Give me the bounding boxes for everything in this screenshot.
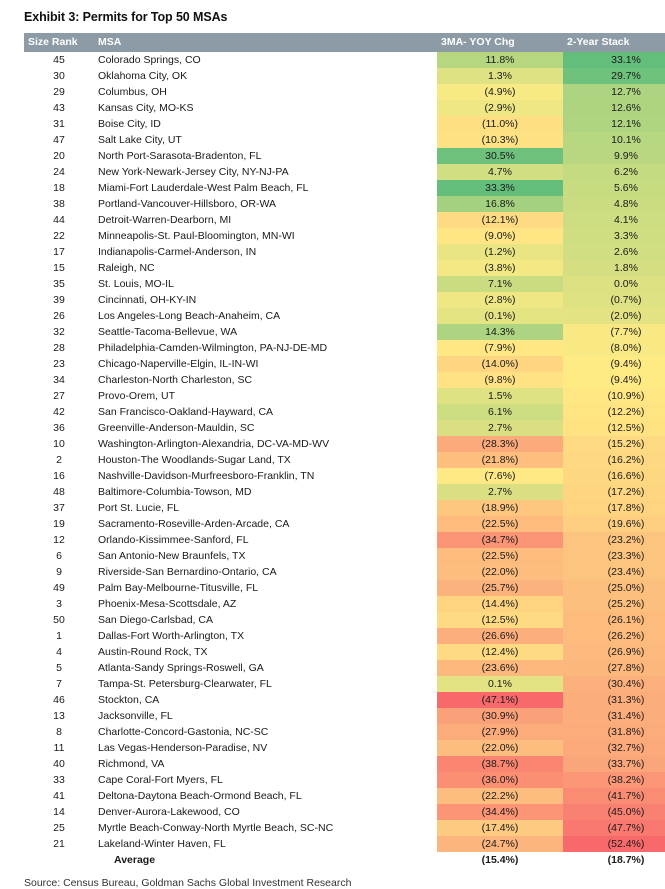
cell-size-rank: 45: [53, 53, 65, 66]
cell-size-rank: 13: [53, 709, 65, 722]
cell-msa-name: Nashville-Davidson-Murfreesboro-Franklin, TN: [98, 469, 315, 482]
cell-2yr-stack: (31.4%): [563, 708, 665, 724]
cell-msa-name: Los Angeles-Long Beach-Anaheim, CA: [98, 309, 281, 322]
table-row: [24, 148, 665, 164]
table-row: [24, 820, 665, 836]
cell-msa-name: Chicago-Naperville-Elgin, IL-IN-WI: [98, 357, 259, 370]
cell-size-rank: 24: [53, 165, 65, 178]
cell-msa-name: Portland-Vancouver-Hillsboro, OR-WA: [98, 197, 276, 210]
column-header-msa: MSA: [94, 33, 437, 52]
cell-2yr-stack: 4.8%: [563, 196, 665, 212]
cell-3ma-yoy: 1.3%: [437, 68, 563, 84]
cell-msa-name: Kansas City, MO-KS: [98, 101, 194, 114]
column-header-size-rank: Size Rank: [24, 33, 94, 52]
cell-3ma-yoy: 14.3%: [437, 324, 563, 340]
cell-2yr-stack: (12.2%): [563, 404, 665, 420]
cell-size-rank: 7: [56, 677, 62, 690]
table-body: [24, 52, 665, 868]
cell-3ma-yoy: (12.5%): [437, 612, 563, 628]
cell-2yr-stack: (8.0%): [563, 340, 665, 356]
cell-size-rank: 48: [53, 485, 65, 498]
cell-size-rank: 8: [56, 725, 62, 738]
cell-3ma-yoy: (2.8%): [437, 292, 563, 308]
cell-size-rank: 29: [53, 85, 65, 98]
table-header-row: [24, 33, 665, 52]
cell-3ma-yoy: (22.5%): [437, 516, 563, 532]
table-row: [24, 228, 665, 244]
cell-2yr-stack: (45.0%): [563, 804, 665, 820]
cell-3ma-yoy: (7.6%): [437, 468, 563, 484]
cell-msa-name: Greenville-Anderson-Mauldin, SC: [98, 421, 255, 434]
table-row: [24, 756, 665, 772]
cell-2yr-stack: (2.0%): [563, 308, 665, 324]
cell-average-3ma-yoy: (15.4%): [437, 852, 563, 868]
table-row: [24, 644, 665, 660]
cell-2yr-stack: (52.4%): [563, 836, 665, 852]
cell-2yr-stack: (26.9%): [563, 644, 665, 660]
cell-size-rank: 2: [56, 453, 62, 466]
table-row: [24, 68, 665, 84]
cell-size-rank: 17: [53, 245, 65, 258]
cell-3ma-yoy: (47.1%): [437, 692, 563, 708]
cell-msa-name: Philadelphia-Camden-Wilmington, PA-NJ-DE-MD: [98, 341, 328, 354]
cell-3ma-yoy: (7.9%): [437, 340, 563, 356]
cell-2yr-stack: 12.6%: [563, 100, 665, 116]
cell-size-rank: 16: [53, 469, 65, 482]
cell-msa-name: San Francisco-Oakland-Hayward, CA: [98, 405, 274, 418]
cell-size-rank: 32: [53, 325, 65, 338]
cell-2yr-stack: 4.1%: [563, 212, 665, 228]
cell-3ma-yoy: (22.5%): [437, 548, 563, 564]
cell-2yr-stack: 6.2%: [563, 164, 665, 180]
cell-size-rank: 9: [56, 565, 62, 578]
table-row: [24, 100, 665, 116]
cell-3ma-yoy: (25.7%): [437, 580, 563, 596]
cell-3ma-yoy: (23.6%): [437, 660, 563, 676]
cell-size-rank: 31: [53, 117, 65, 130]
table-row: [24, 308, 665, 324]
cell-size-rank: 38: [53, 197, 65, 210]
cell-msa-name: Detroit-Warren-Dearborn, MI: [98, 213, 232, 226]
table-row: [24, 596, 665, 612]
cell-msa-name: Myrtle Beach-Conway-North Myrtle Beach, SC-NC: [98, 821, 334, 834]
cell-msa-name: Tampa-St. Petersburg-Clearwater, FL: [98, 677, 272, 690]
cell-msa-name: Miami-Fort Lauderdale-West Palm Beach, FL: [98, 181, 309, 194]
cell-2yr-stack: 10.1%: [563, 132, 665, 148]
cell-3ma-yoy: (12.1%): [437, 212, 563, 228]
cell-3ma-yoy: 4.7%: [437, 164, 563, 180]
cell-size-rank: 33: [53, 773, 65, 786]
cell-2yr-stack: (25.0%): [563, 580, 665, 596]
table-row: [24, 532, 665, 548]
cell-msa-name: Port St. Lucie, FL: [98, 501, 180, 514]
cell-msa-name: Houston-The Woodlands-Sugar Land, TX: [98, 453, 291, 466]
cell-3ma-yoy: (11.0%): [437, 116, 563, 132]
cell-3ma-yoy: (36.0%): [437, 772, 563, 788]
cell-3ma-yoy: 7.1%: [437, 276, 563, 292]
cell-3ma-yoy: (2.9%): [437, 100, 563, 116]
cell-msa-name: Columbus, OH: [98, 85, 167, 98]
cell-size-rank: 10: [53, 437, 65, 450]
cell-3ma-yoy: 0.1%: [437, 676, 563, 692]
cell-2yr-stack: 12.7%: [563, 84, 665, 100]
cell-msa-name: Charleston-North Charleston, SC: [98, 373, 253, 386]
cell-2yr-stack: (30.4%): [563, 676, 665, 692]
table-row: [24, 788, 665, 804]
table-row: [24, 372, 665, 388]
cell-msa-name: Denver-Aurora-Lakewood, CO: [98, 805, 240, 818]
cell-size-rank: 11: [53, 741, 65, 754]
cell-2yr-stack: 3.3%: [563, 228, 665, 244]
cell-3ma-yoy: (24.7%): [437, 836, 563, 852]
cell-size-rank: 49: [53, 581, 65, 594]
cell-3ma-yoy: (38.7%): [437, 756, 563, 772]
cell-2yr-stack: (38.2%): [563, 772, 665, 788]
cell-average-rank: [24, 852, 94, 868]
cell-3ma-yoy: 16.8%: [437, 196, 563, 212]
table-row: [24, 692, 665, 708]
cell-3ma-yoy: (22.0%): [437, 564, 563, 580]
table-row: [24, 388, 665, 404]
cell-msa-name: Richmond, VA: [98, 757, 165, 770]
cell-2yr-stack: 12.1%: [563, 116, 665, 132]
table-row: [24, 244, 665, 260]
cell-size-rank: 18: [53, 181, 65, 194]
table-row: [24, 84, 665, 100]
cell-3ma-yoy: (12.4%): [437, 644, 563, 660]
cell-size-rank: 43: [53, 101, 65, 114]
cell-size-rank: 47: [53, 133, 65, 146]
cell-msa-name: San Diego-Carlsbad, CA: [98, 613, 213, 626]
table-row: [24, 324, 665, 340]
cell-3ma-yoy: (34.7%): [437, 532, 563, 548]
cell-msa-name: Salt Lake City, UT: [98, 133, 182, 146]
cell-msa-name: Orlando-Kissimmee-Sanford, FL: [98, 533, 249, 546]
cell-2yr-stack: (27.8%): [563, 660, 665, 676]
cell-size-rank: 22: [53, 229, 65, 242]
cell-msa-name: Cape Coral-Fort Myers, FL: [98, 773, 223, 786]
cell-2yr-stack: (31.3%): [563, 692, 665, 708]
cell-msa-name: Sacramento-Roseville-Arden-Arcade, CA: [98, 517, 290, 530]
cell-size-rank: 6: [56, 549, 62, 562]
cell-msa-name: Seattle-Tacoma-Bellevue, WA: [98, 325, 238, 338]
permits-table: [24, 33, 665, 868]
cell-2yr-stack: (15.2%): [563, 436, 665, 452]
table-row: [24, 676, 665, 692]
table-row: [24, 484, 665, 500]
cell-msa-name: Minneapolis-St. Paul-Bloomington, MN-WI: [98, 229, 295, 242]
page-title: Exhibit 3: Permits for Top 50 MSAs: [24, 10, 228, 24]
cell-msa-name: Oklahoma City, OK: [98, 69, 188, 82]
cell-msa-name: Boise City, ID: [98, 117, 161, 130]
cell-size-rank: 19: [53, 517, 65, 530]
cell-3ma-yoy: 2.7%: [437, 484, 563, 500]
cell-size-rank: 50: [53, 613, 65, 626]
cell-size-rank: 21: [53, 837, 65, 850]
cell-msa-name: New York-Newark-Jersey City, NY-NJ-PA: [98, 165, 289, 178]
table-row: [24, 516, 665, 532]
cell-msa-name: Charlotte-Concord-Gastonia, NC-SC: [98, 725, 269, 738]
table-row: [24, 580, 665, 596]
table-row: [24, 804, 665, 820]
cell-size-rank: 39: [53, 293, 65, 306]
table-row: [24, 260, 665, 276]
cell-2yr-stack: (26.1%): [563, 612, 665, 628]
cell-2yr-stack: (17.8%): [563, 500, 665, 516]
cell-msa-name: Baltimore-Columbia-Towson, MD: [98, 485, 252, 498]
cell-size-rank: 28: [53, 341, 65, 354]
column-header-3ma-yoy: 3MA- YOY Chg: [437, 33, 563, 52]
table-row: [24, 292, 665, 308]
cell-msa-name: Colorado Springs, CO: [98, 53, 201, 66]
table-row: [24, 356, 665, 372]
cell-2yr-stack: (12.5%): [563, 420, 665, 436]
column-header-2yr-stack: 2-Year Stack: [563, 33, 665, 52]
cell-3ma-yoy: (18.9%): [437, 500, 563, 516]
table-row: [24, 276, 665, 292]
table-row: [24, 404, 665, 420]
cell-msa-name: Washington-Arlington-Alexandria, DC-VA-MD-WV: [98, 437, 330, 450]
table-row: [24, 612, 665, 628]
cell-2yr-stack: 9.9%: [563, 148, 665, 164]
table-row: [24, 660, 665, 676]
cell-2yr-stack: 5.6%: [563, 180, 665, 196]
table-row: [24, 436, 665, 452]
cell-3ma-yoy: 1.5%: [437, 388, 563, 404]
table-row: [24, 164, 665, 180]
table-row: [24, 116, 665, 132]
cell-msa-name: Riverside-San Bernardino-Ontario, CA: [98, 565, 277, 578]
cell-msa-name: Indianapolis-Carmel-Anderson, IN: [98, 245, 257, 258]
cell-msa-name: Atlanta-Sandy Springs-Roswell, GA: [98, 661, 264, 674]
cell-3ma-yoy: (17.4%): [437, 820, 563, 836]
table-row: [24, 452, 665, 468]
cell-2yr-stack: (19.6%): [563, 516, 665, 532]
cell-size-rank: 46: [53, 693, 65, 706]
cell-3ma-yoy: (22.2%): [437, 788, 563, 804]
cell-2yr-stack: (32.7%): [563, 740, 665, 756]
table-row: [24, 564, 665, 580]
cell-msa-name: Cincinnati, OH-KY-IN: [98, 293, 197, 306]
table-row: [24, 132, 665, 148]
cell-2yr-stack: (10.9%): [563, 388, 665, 404]
cell-2yr-stack: (7.7%): [563, 324, 665, 340]
cell-msa-name: Las Vegas-Henderson-Paradise, NV: [98, 741, 268, 754]
cell-3ma-yoy: 33.3%: [437, 180, 563, 196]
cell-3ma-yoy: (0.1%): [437, 308, 563, 324]
cell-size-rank: 37: [53, 501, 65, 514]
cell-3ma-yoy: (21.8%): [437, 452, 563, 468]
cell-3ma-yoy: (1.2%): [437, 244, 563, 260]
cell-msa-name: Jacksonville, FL: [98, 709, 173, 722]
cell-size-rank: 36: [53, 421, 65, 434]
cell-3ma-yoy: (34.4%): [437, 804, 563, 820]
cell-2yr-stack: (9.4%): [563, 372, 665, 388]
table-row: [24, 708, 665, 724]
cell-size-rank: 12: [53, 533, 65, 546]
cell-2yr-stack: (16.6%): [563, 468, 665, 484]
table-row: [24, 740, 665, 756]
table-row-average: [24, 852, 665, 868]
cell-2yr-stack: (33.7%): [563, 756, 665, 772]
cell-2yr-stack: (31.8%): [563, 724, 665, 740]
cell-msa-name: San Antonio-New Braunfels, TX: [98, 549, 246, 562]
cell-2yr-stack: (23.4%): [563, 564, 665, 580]
cell-3ma-yoy: 11.8%: [437, 52, 563, 68]
table-row: [24, 420, 665, 436]
table-row: [24, 340, 665, 356]
table-row: [24, 52, 665, 68]
cell-2yr-stack: (26.2%): [563, 628, 665, 644]
cell-3ma-yoy: (9.8%): [437, 372, 563, 388]
cell-3ma-yoy: (14.0%): [437, 356, 563, 372]
cell-2yr-stack: (0.7%): [563, 292, 665, 308]
cell-size-rank: 42: [53, 405, 65, 418]
cell-2yr-stack: (23.2%): [563, 532, 665, 548]
cell-3ma-yoy: (27.9%): [437, 724, 563, 740]
cell-average-label: Average: [94, 852, 437, 868]
cell-size-rank: 5: [56, 661, 62, 674]
cell-size-rank: 4: [56, 645, 62, 658]
cell-msa-name: Raleigh, NC: [98, 261, 155, 274]
cell-size-rank: 34: [53, 373, 65, 386]
cell-2yr-stack: 29.7%: [563, 68, 665, 84]
cell-3ma-yoy: (28.3%): [437, 436, 563, 452]
cell-msa-name: Lakeland-Winter Haven, FL: [98, 837, 226, 850]
table-row: [24, 628, 665, 644]
cell-3ma-yoy: (10.3%): [437, 132, 563, 148]
table-row: [24, 500, 665, 516]
cell-2yr-stack: 2.6%: [563, 244, 665, 260]
cell-msa-name: Phoenix-Mesa-Scottsdale, AZ: [98, 597, 237, 610]
cell-size-rank: 23: [53, 357, 65, 370]
cell-2yr-stack: (17.2%): [563, 484, 665, 500]
cell-2yr-stack: (16.2%): [563, 452, 665, 468]
table-row: [24, 548, 665, 564]
cell-3ma-yoy: (14.4%): [437, 596, 563, 612]
cell-3ma-yoy: (3.8%): [437, 260, 563, 276]
cell-2yr-stack: (9.4%): [563, 356, 665, 372]
cell-size-rank: 20: [53, 149, 65, 162]
cell-3ma-yoy: (30.9%): [437, 708, 563, 724]
table-row: [24, 180, 665, 196]
table-row: [24, 196, 665, 212]
cell-size-rank: 41: [53, 789, 65, 802]
cell-size-rank: 25: [53, 821, 65, 834]
cell-2yr-stack: 1.8%: [563, 260, 665, 276]
cell-msa-name: Provo-Orem, UT: [98, 389, 176, 402]
cell-3ma-yoy: (26.6%): [437, 628, 563, 644]
table-row: [24, 772, 665, 788]
cell-2yr-stack: (25.2%): [563, 596, 665, 612]
cell-size-rank: 14: [53, 805, 65, 818]
cell-2yr-stack: (23.3%): [563, 548, 665, 564]
cell-size-rank: 15: [53, 261, 65, 274]
cell-size-rank: 35: [53, 277, 65, 290]
cell-size-rank: 44: [53, 213, 65, 226]
table-row: [24, 724, 665, 740]
cell-msa-name: Stockton, CA: [98, 693, 160, 706]
cell-2yr-stack: 33.1%: [563, 52, 665, 68]
cell-3ma-yoy: 6.1%: [437, 404, 563, 420]
cell-msa-name: Deltona-Daytona Beach-Ormond Beach, FL: [98, 789, 302, 802]
cell-average-2yr-stack: (18.7%): [563, 852, 665, 868]
cell-msa-name: Palm Bay-Melbourne-Titusville, FL: [98, 581, 259, 594]
cell-3ma-yoy: 30.5%: [437, 148, 563, 164]
table-row: [24, 468, 665, 484]
cell-msa-name: Austin-Round Rock, TX: [98, 645, 208, 658]
cell-size-rank: 27: [53, 389, 65, 402]
cell-size-rank: 3: [56, 597, 62, 610]
table-row: [24, 212, 665, 228]
cell-size-rank: 1: [56, 629, 62, 642]
cell-msa-name: St. Louis, MO-IL: [98, 277, 174, 290]
cell-size-rank: 40: [53, 757, 65, 770]
cell-msa-name: North Port-Sarasota-Bradenton, FL: [98, 149, 262, 162]
cell-3ma-yoy: 2.7%: [437, 420, 563, 436]
cell-2yr-stack: 0.0%: [563, 276, 665, 292]
cell-msa-name: Dallas-Fort Worth-Arlington, TX: [98, 629, 245, 642]
cell-3ma-yoy: (22.0%): [437, 740, 563, 756]
cell-2yr-stack: (41.7%): [563, 788, 665, 804]
source-note: Source: Census Bureau, Goldman Sachs Global Investment Research: [24, 877, 352, 889]
cell-size-rank: 30: [53, 69, 65, 82]
cell-2yr-stack: (47.7%): [563, 820, 665, 836]
cell-3ma-yoy: (4.9%): [437, 84, 563, 100]
table-row: [24, 836, 665, 852]
cell-size-rank: 26: [53, 309, 65, 322]
cell-3ma-yoy: (9.0%): [437, 228, 563, 244]
